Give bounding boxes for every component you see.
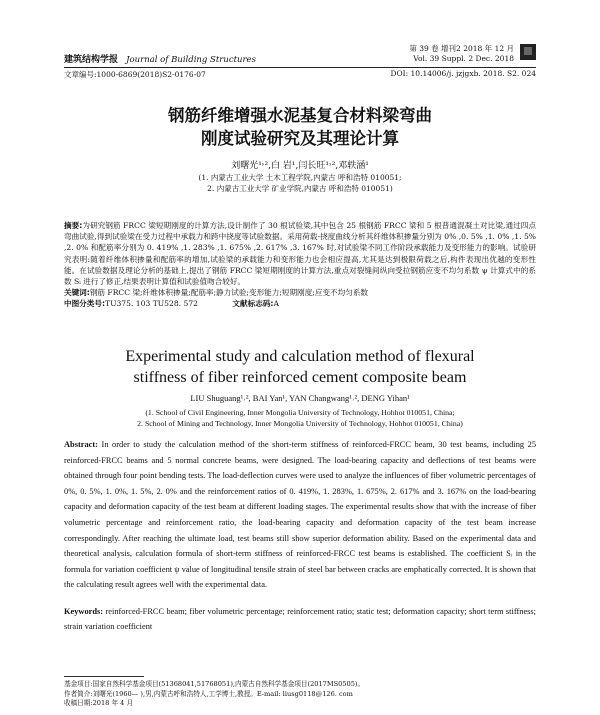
title-cn-line-2: 刚度试验研究及其理论计算 xyxy=(201,129,399,148)
abstract-cn-body xyxy=(64,220,536,287)
header-rule xyxy=(64,67,536,68)
title-cn xyxy=(64,104,536,150)
footnotes xyxy=(64,680,536,709)
affiliation-cn-1: (1. 内蒙古工业大学 土木工程学院,内蒙古 呼和浩特 010051; xyxy=(198,173,402,182)
journal-name xyxy=(64,52,256,65)
abstract-en-text: In order to study the calculation method of the short-term stiffness of reinforced-FRCC beam, 30 test beams, including 25 reinforced-FRCC beams and 5 normal concrete beams, were designed. The load-bearing capacity and deflections of test beams were obtained through four point bending tests. The load-deflection curves were used to analyze the influences of fiber volumetric percentages of 0%, 0. 5%, 1. 0%, 1. 5%, 2. 0% and the reinforcement ratios of 0. 419%, 1. 283%, 1. 675%, 2. 617% and 3. 167% on the load-bearing capacity and deformation capacity of the test beam at different loading stages. The experimental results show that with the increase of fiber volumetric percentage and reinforcement ratio, the load-bearing capacity and deformation capacity of the test beam increase correspondingly. After reaching the ultimate load, test beams still show superior deformation ability. Based on the experimental data and theoretical analysis, calculation formula of short-term stiffness of reinforced-FRCC test beams is established. The coefficient Sᵢ in the formula for variation coefficient ψ value of longitudinal tensile strain of steel bar between cracks are emphatically corrected. It is shown that the calculating result agrees well with the experimental data. xyxy=(64,440,537,590)
keywords-en-text: reinforced-FRCC beam; fiber volumetric percentage; reinforcement ratio; static test; deformation capacity; short term stiffness; strain variation coefficient xyxy=(64,607,537,631)
keywords-cn-label: 关键词: xyxy=(64,288,90,298)
clc-label: 中图分类号: xyxy=(64,299,106,309)
classification-cn xyxy=(64,298,536,309)
clc-value: TU375. 103 TU528. 572 xyxy=(105,299,198,309)
title-en-line-2: stiffness of fiber reinforced cement composite beam xyxy=(133,369,467,386)
affiliations-en xyxy=(64,407,536,429)
doc-code-value: A xyxy=(273,299,279,309)
doc-code-label: 文献标志码: xyxy=(232,299,274,309)
keywords-cn xyxy=(64,287,536,298)
doi: DOI: 10.14006/j. jzjgxb. 2018. S2. 024 xyxy=(390,69,536,78)
keywords-en-label: Keywords: xyxy=(64,607,104,616)
abstract-cn xyxy=(64,220,536,309)
keywords-cn-text: 钢筋 FRCC 梁;纤维体积掺量;配筋率;静力试验;变形能力;短期刚度;应变不均匀系数 xyxy=(89,288,369,298)
authors-en: LIU Shuguang¹˒², BAI Yan¹, YAN Changwang¹˒², DENG Yihan¹ xyxy=(190,393,410,403)
affiliation-en-1: (1. School of Civil Engineering, Inner Mongolia University of Technology, Hohhot 010051, China; xyxy=(145,408,455,417)
footnote-fund: 基金项目:国家自然科学基金项目(51368041,51768051),内蒙古自然科学基金项目(2017MS0505)。 xyxy=(64,680,365,688)
affiliation-en-2: 2. School of Mining and Technology, Inner Mongolia University of Technology, Hohhot 010051, China) xyxy=(137,419,463,428)
issue-info-cn: 第 39 卷 增刊2 2018 年 12 月 xyxy=(409,44,514,53)
issue-info xyxy=(409,44,514,64)
abstract-cn-label: 摘要: xyxy=(64,221,83,230)
article-number: 文章编号:1000-6869(2018)S2-0176-07 xyxy=(64,70,206,79)
issue-info-en: Vol. 39 Suppl. 2 Dec. 2018 xyxy=(413,54,514,63)
authors-cn: 刘曙光¹˒²,白 岩¹,闫长旺¹˒²,邓轶涵¹ xyxy=(231,161,369,171)
abstract-cn-text: 为研究钢筋 FRCC 梁短期刚度的计算方法,设计制作了 30 根试验梁,其中包含 25 根钢筋 FRCC 梁和 5 根普通混凝土对比梁,通过四点弯曲试验,得到试验梁在受力过程中承载力和跨中挠度等试验数据。采用荷载-挠度曲线分析其纤维体积掺量分别为 0% ,0. 5% ,1. 0% ,1. 5% ,2. 0% 和配筋率分别为 0. 419% ,1. 283% ,1. 675% ,2. 617% ,3. 167% 时,对试验梁不同工作阶段承载能力及变形能力的影响。试验研究表明:随着纤维体积掺量和配筋率的增加,试验梁的承载能力和变形能力也会相应提高,尤其是达到极限荷载之后,构件表现出优越的变形性能。在试验数据及理论分析的基础上,提出了钢筋 FRCC 梁短期刚度的计算方法,重点对裂缝间纵向受拉钢筋应变不均匀系数 ψ 计算式中的系数 Sᵢ 进行了修正,结果表明计算值和试验值吻合较好。 xyxy=(64,221,536,287)
title-en-line-1: Experimental study and calculation method of flexural xyxy=(125,348,475,365)
footnote-rule xyxy=(64,676,144,677)
article-meta xyxy=(64,69,536,81)
affiliations-cn xyxy=(64,172,536,194)
title-cn-line-1: 钢筋纤维增强水泥基复合材料梁弯曲 xyxy=(168,106,432,125)
journal-name-en: Journal of Building Structures xyxy=(126,55,256,65)
abstract-en-label: Abstract: xyxy=(64,440,98,449)
affiliation-cn-2: 2. 内蒙古工业大学 矿业学院,内蒙古 呼和浩特 010051) xyxy=(207,184,393,193)
title-en xyxy=(64,346,536,388)
footnote-received: 收稿日期:2018 年 4 月 xyxy=(64,699,134,707)
footnote-author: 作者简介:刘曙光(1960— ),男,内蒙古呼和浩特人,工学博士,教授。E-mail: liusg0118@126. com xyxy=(64,689,353,698)
abstract-en xyxy=(64,437,536,593)
journal-mark-icon xyxy=(520,44,536,60)
journal-name-cn: 建筑结构学报 xyxy=(64,55,119,65)
keywords-en xyxy=(64,604,536,634)
